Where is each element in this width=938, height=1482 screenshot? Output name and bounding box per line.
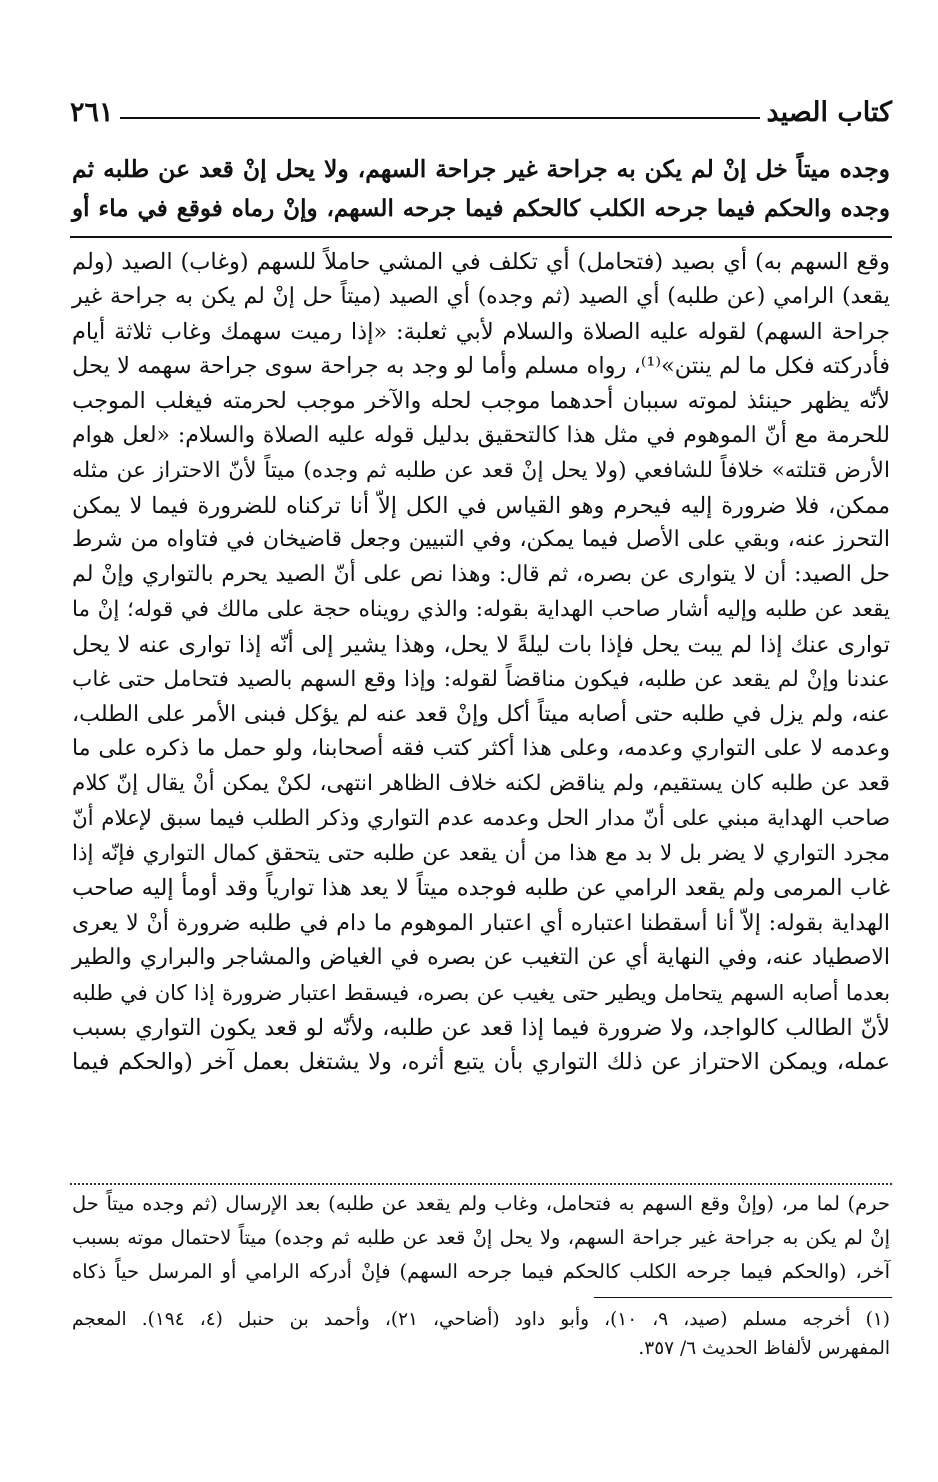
sharh-line: عندنا وإنْ لم يقعد عن طلبه، فيكون مناقضاً لقوله: وإذا وقع السهم بالصيد فتحامل حتى غاب xyxy=(72,666,890,692)
matn-text xyxy=(72,150,890,228)
hashiya-separator xyxy=(70,1183,892,1185)
footnote-line: المفهرس لألفاظ الحديث ٦/ ٣٥٧. xyxy=(638,1338,890,1359)
sharh-line: الأرض قتلته» خلافاً للشافعي (ولا يحل إنْ قعد عن طلبه ثم وجده) ميتاً لأنّ الاحتراز عن مثله xyxy=(72,457,890,483)
sharh-line: قعد عن طلبه كان يستقيم، ولم يناقض لكنه خلاف الظاهر انتهى، لكنْ يمكن أنْ يقال إنّ كلام xyxy=(72,770,890,796)
matn-separator xyxy=(70,236,892,238)
sharh-line: الاصطياد عنه، وفي النهاية أي عن التغيب عن بصره في الغياض والمشاجر والبراري والطير xyxy=(72,944,890,970)
sharh-line: وعدمه لا على التواري وعدمه، وعلى هذا أكثر كتب فقه أصحابنا، ولو حمل ما ذكره على ما xyxy=(72,736,890,762)
sharh-line: ممكن، فلا ضرورة إليه فيحرم وهو القياس في الكل إلاّ أنا تركناه للضرورة فيما لا يمكن xyxy=(72,492,890,519)
hashiya-line: إنْ لم يكن به جراحة غير جراحة السهم، ولا يحل إنْ قعد عن طلبه ثم وجده) ميتاً لاحتمال موته بسبب xyxy=(72,1226,890,1249)
sharh-line: يقعد عن طلبه وإليه أشار صاحب الهداية بقوله: والذي رويناه حجة على مالك في قوله؛ إنْ ما xyxy=(72,596,890,622)
sharh-line: لأنّ الطالب كالواجد، ولا ضرورة فيما إذا قعد عن طلبه، ولأنّه لو قعد يكون التواري بسبب xyxy=(72,1014,890,1041)
sharh-line: وقع السهم به) أي بصيد (فتحامل) أي تكلف في المشي حاملاً للسهم (وغاب) الصيد (ولم xyxy=(72,249,890,275)
book-title: كتاب الصيد xyxy=(766,96,892,128)
sharh-line: التحرز عنه، وبقي على الأصل فيما يمكن، وفي التبيين وجعل قاضيخان في فتاواه من شرط xyxy=(72,527,890,553)
sharh-line: لأنّه يظهر حينئذ لموته سببان أحدهما موجب لحله والآخر موجب لحرمته فيغلب الموجب xyxy=(72,388,890,415)
page-number: ٢٦١ xyxy=(70,96,114,128)
sharh-line: عنه، ولم يزل في طلبه حتى أصابه ميتاً أكل وإنْ قعد عنه لم يؤكل فبنى الأمر على الطلب، xyxy=(72,701,890,728)
sharh-line: للحرمة مع أنّ الموهوم في مثل هذا كالتحقيق بدليل قوله عليه الصلاة والسلام: «لعل هوام xyxy=(72,422,890,448)
footnote-line: (١) أخرجه مسلم (صيد، ٩، ١٠)، وأبو داود (أضاحي، ٢١)، وأحمد بن حنبل (٤، ١٩٤). المعجم xyxy=(72,1309,890,1330)
sharh-line: صاحب الهداية مبني على أنّ مدار الحل وعدمه عدم التواري وذكر الطلب فيما سبق لإعلام أنّ xyxy=(72,805,890,831)
footnote-separator xyxy=(594,1297,892,1298)
hashiya-text xyxy=(72,1187,890,1289)
sharh-line: فأدركته فكل ما لم ينتن»⁽¹⁾، رواه مسلم وأما لو وجد به جراحة سوى جراحة سهمه لا يحل xyxy=(72,353,890,380)
sharh-line: مجرد التواري لا يضر بل لا بد مع هذا من أن يقعد عن طلبه حتى يتحقق كمال التواري فإنّه إذا xyxy=(72,840,890,866)
sharh-line: بعدما أصابه السهم يتحامل ويطير حتى يغيب عن بصره، فيسقط اعتبار ضرورة إذا كان في طلبه xyxy=(72,980,890,1005)
sharh-line: غاب المرمى ولم يقعد الرامي عن طلبه فوجده ميتاً لا يعد هذا توارياً وقد أومأ إليه صاحب xyxy=(72,875,890,902)
header-rule xyxy=(120,117,761,119)
running-header xyxy=(70,94,892,130)
hashiya-line: آخر، (والحكم فيما جرحه الكلب كالحكم فيما جرحه السهم) فإنْ أدركه الرامي أو المرسل حياً ذكاه xyxy=(72,1260,890,1283)
matn-line: وجده ميتاً خل إنْ لم يكن به جراحة غير جراحة السهم، ولا يحل إنْ قعد عن طلبه ثم xyxy=(72,155,890,183)
hashiya-line: حرم) لما مر، (وإنْ وقع السهم به فتحامل، وغاب ولم يقعد عن طلبه) بعد الإرسال (ثم وجده ميتاً حل xyxy=(72,1192,890,1215)
sharh-line: عمله، ويمكن الاحتراز عن ذلك التواري بأن يتبع أثره، ولا يشتغل بعمل آخر (والحكم فيما xyxy=(72,1049,890,1076)
sharh-line: جراحة السهم) لقوله عليه الصلاة والسلام لأبي ثعلبة: «إذا رميت سهمك وغاب ثلاثة أيام xyxy=(72,318,890,345)
footnote xyxy=(72,1305,890,1363)
sharh-line: توارى عنك إذا لم يبت يحل فإذا بات ليلةً لا يحل، وهذا يشير إلى أنّه إذا توارى عنه لا يحل xyxy=(72,631,890,658)
sharh-text xyxy=(72,245,890,1080)
matn-line: وجده والحكم فيما جرحه الكلب كالحكم فيما جرحه السهم، وإنْ رماه فوقع في ماء أو xyxy=(72,195,890,222)
sharh-line: الهداية بقوله: إلاّ أنا أسقطنا اعتباره أي اعتبار الموهوم ما دام في طلبه ضرورة أنْ لا يعرى xyxy=(72,910,890,937)
sharh-line: يقعد) الرامي (عن طلبه) أي الصيد (ثم وجده) أي الصيد (ميتاً حل إنْ لم يكن به جراحة غير xyxy=(72,283,890,309)
sharh-line: حل الصيد: أن لا يتوارى عن بصره، ثم قال: وهذا نص على أنّ الصيد يحرم بالتواري وإنْ لم xyxy=(72,562,890,588)
